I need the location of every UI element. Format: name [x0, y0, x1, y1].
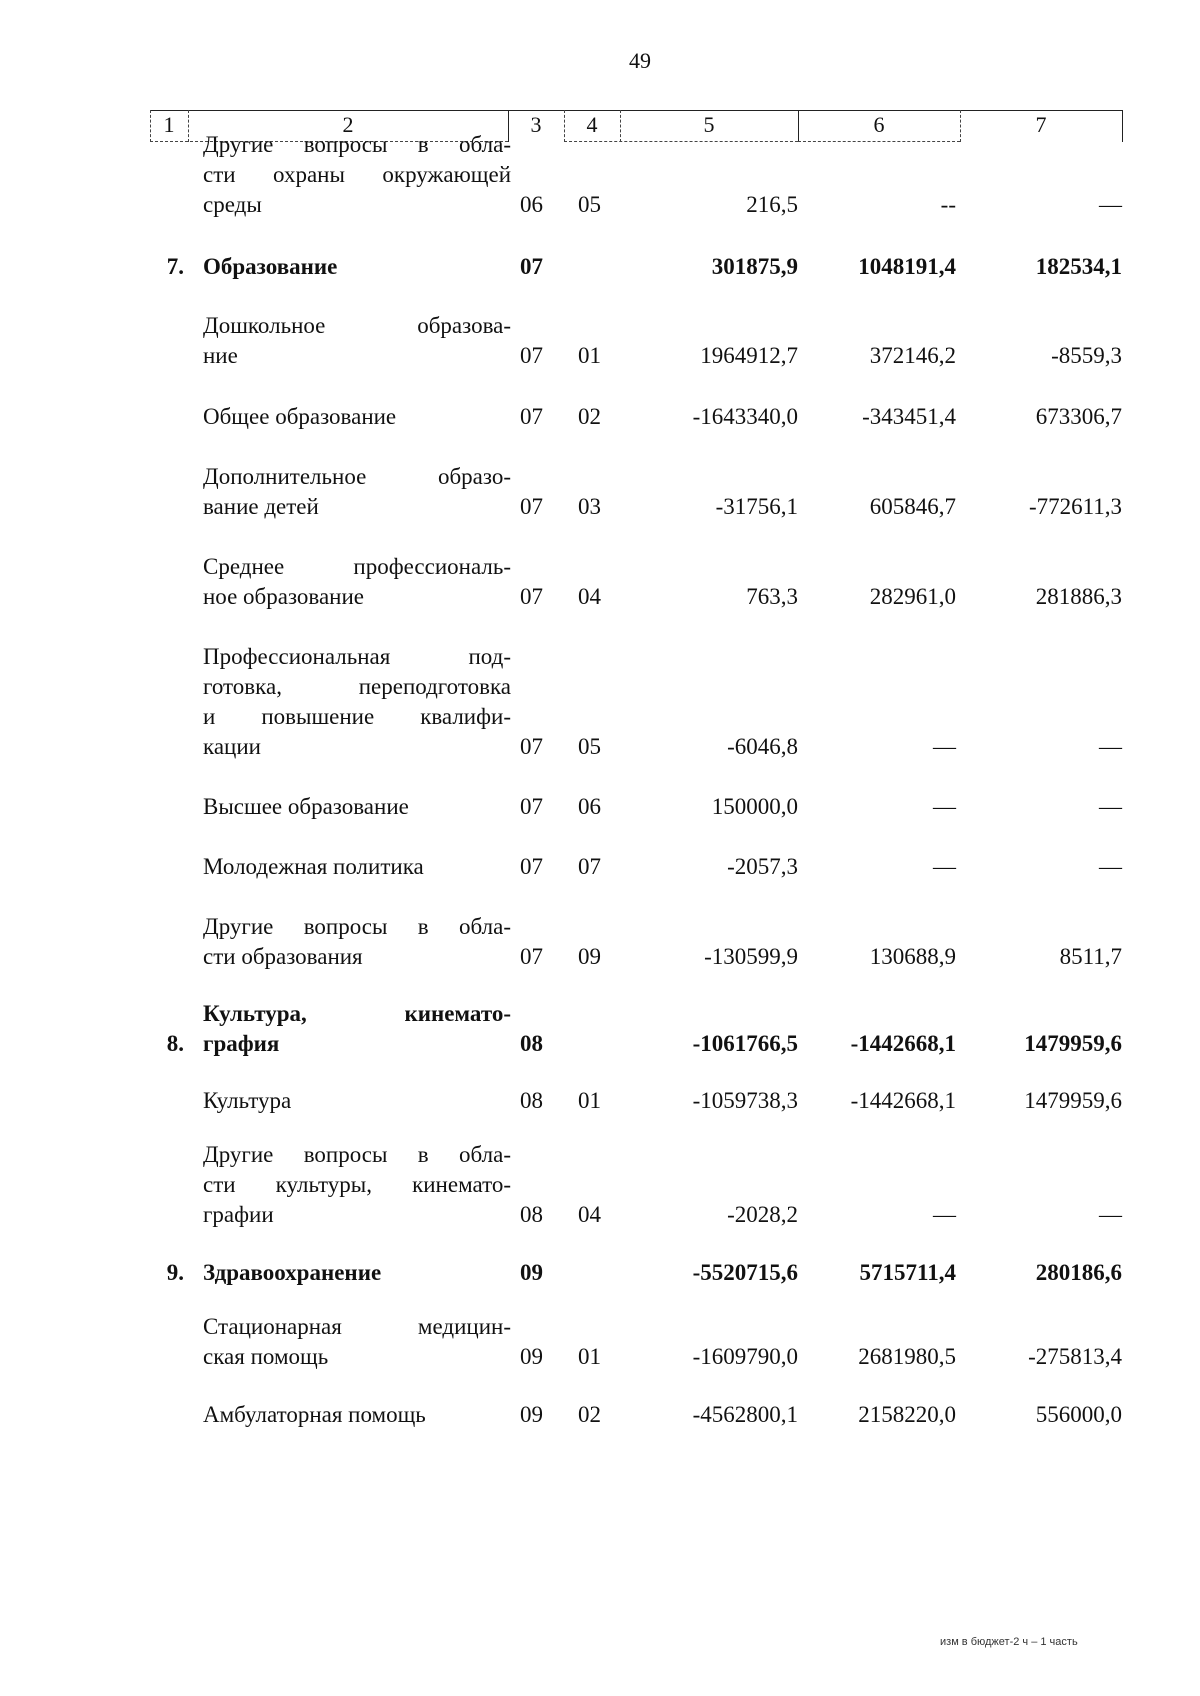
value-col-5: -2057,3: [727, 854, 798, 879]
section-code: 07: [520, 343, 543, 368]
row-name: [203, 552, 511, 612]
value-col-5: -1643340,0: [692, 404, 798, 429]
row-name-line: кации: [203, 734, 261, 759]
subsection-code: 09: [578, 944, 601, 969]
row-name: [203, 311, 511, 371]
header-col-5: 5: [703, 112, 715, 137]
section-code: 08: [520, 1202, 543, 1227]
row-name-line: вание детей: [203, 494, 319, 519]
subsection-code: 03: [578, 494, 601, 519]
value-col-6: --: [940, 192, 956, 217]
value-col-5: -5520715,6: [692, 1260, 798, 1285]
section-code: 07: [520, 254, 543, 279]
value-col-5: 150000,0: [711, 794, 798, 819]
value-col-7: 556000,0: [1035, 1402, 1122, 1427]
value-col-6: —: [933, 794, 956, 819]
row-name-line: Молодежная политика: [203, 854, 424, 879]
row-name-line: графии: [203, 1202, 274, 1227]
row-name: [203, 1140, 511, 1230]
value-col-7: 673306,7: [1035, 404, 1122, 429]
row-name-line: сти охраны окружающей: [203, 162, 511, 187]
section-code: 09: [520, 1344, 543, 1369]
header-underline: [798, 141, 960, 142]
value-col-7: -772611,3: [1028, 494, 1122, 519]
row-number: 8.: [166, 1031, 184, 1056]
row-name: [203, 792, 511, 822]
subsection-code: 05: [578, 192, 601, 217]
row-name-line: сти культуры, кинемато-: [203, 1172, 511, 1197]
value-col-7: 1479959,6: [1024, 1031, 1122, 1056]
section-code: 08: [520, 1031, 543, 1056]
row-name: [203, 642, 511, 762]
section-code: 07: [520, 404, 543, 429]
header-col-7: 7: [1035, 112, 1047, 137]
row-name-line: ская помощь: [203, 1344, 329, 1369]
row-name-line: графия: [203, 1031, 280, 1056]
header-col-1: 1: [163, 112, 175, 137]
value-col-5: -4562800,1: [692, 1402, 798, 1427]
row-name: [203, 1312, 511, 1372]
row-name-line: Стационарная медицин-: [203, 1314, 511, 1339]
section-code: 07: [520, 494, 543, 519]
value-col-6: 282961,0: [869, 584, 956, 609]
section-code: 09: [520, 1260, 543, 1285]
subsection-code: 07: [578, 854, 601, 879]
row-name-line: Высшее образование: [203, 794, 409, 819]
section-code: 07: [520, 584, 543, 609]
value-col-6: 2681980,5: [858, 1344, 956, 1369]
value-col-6: —: [933, 1202, 956, 1227]
value-col-5: -31756,1: [715, 494, 798, 519]
header-col-4: 4: [586, 112, 598, 137]
value-col-6: 2158220,0: [858, 1402, 956, 1427]
value-col-7: 8511,7: [1059, 944, 1122, 969]
value-col-6: -343451,4: [862, 404, 956, 429]
value-col-7: 280186,6: [1035, 1260, 1122, 1285]
value-col-7: 182534,1: [1035, 254, 1122, 279]
value-col-6: 372146,2: [869, 343, 956, 368]
row-name-line: Профессиональная под-: [203, 644, 511, 669]
row-name-line: Здравоохранение: [203, 1260, 382, 1285]
value-col-5: 1964912,7: [700, 343, 798, 368]
value-col-5: -6046,8: [727, 734, 798, 759]
value-col-5: -2028,2: [727, 1202, 798, 1227]
header-col-3: 3: [530, 112, 542, 137]
value-col-7: -275813,4: [1028, 1344, 1122, 1369]
value-col-6: -1442668,1: [850, 1088, 956, 1113]
value-col-6: 5715711,4: [859, 1260, 956, 1285]
row-name: [203, 999, 511, 1059]
subsection-code: 04: [578, 584, 601, 609]
header-col-2: 2: [342, 112, 354, 137]
value-col-6: 130688,9: [869, 944, 956, 969]
subsection-code: 02: [578, 1402, 601, 1427]
value-col-5: 763,3: [746, 584, 798, 609]
value-col-7: 281886,3: [1035, 584, 1122, 609]
value-col-5: -130599,9: [704, 944, 798, 969]
value-col-5: -1061766,5: [692, 1031, 798, 1056]
row-name-line: Общее образование: [203, 404, 397, 429]
value-col-5: -1609790,0: [692, 1344, 798, 1369]
row-name-line: Среднее профессиональ-: [203, 554, 511, 579]
subsection-code: 02: [578, 404, 601, 429]
section-code: 07: [520, 794, 543, 819]
subsection-code: 01: [578, 1344, 601, 1369]
row-name-line: готовка, переподготовка: [203, 674, 511, 699]
row-name-line: Другие вопросы в обла-: [203, 914, 511, 939]
subsection-code: 01: [578, 1088, 601, 1113]
value-col-7: —: [1099, 1202, 1122, 1227]
value-col-5: -1059738,3: [692, 1088, 798, 1113]
value-col-7: —: [1099, 734, 1122, 759]
subsection-code: 06: [578, 794, 601, 819]
row-name-line: ние: [203, 343, 238, 368]
row-name: [203, 912, 511, 972]
subsection-code: 01: [578, 343, 601, 368]
section-code: 07: [520, 854, 543, 879]
row-name: [203, 252, 511, 282]
row-name-line: Образование: [203, 254, 338, 279]
row-number: 9.: [166, 1260, 184, 1285]
row-name: [203, 402, 511, 432]
value-col-7: —: [1099, 192, 1122, 217]
footer-note: изм в бюджет-2 ч – 1 часть: [940, 1636, 1078, 1648]
value-col-5: 301875,9: [711, 254, 798, 279]
section-code: 07: [520, 734, 543, 759]
row-name-line: сти образования: [203, 944, 363, 969]
subsection-code: 04: [578, 1202, 601, 1227]
row-name: [203, 1086, 511, 1116]
header-divider: [1122, 110, 1123, 142]
value-col-6: —: [933, 854, 956, 879]
value-col-6: -1442668,1: [850, 1031, 956, 1056]
row-name-line: Амбулаторная помощь: [203, 1402, 426, 1427]
value-col-6: 605846,7: [869, 494, 956, 519]
row-name-line: Дошкольное образова-: [203, 313, 511, 338]
row-name: [203, 852, 511, 882]
row-name: [203, 130, 511, 220]
row-name-line: ное образование: [203, 584, 364, 609]
value-col-5: 216,5: [746, 192, 798, 217]
value-col-7: 1479959,6: [1024, 1088, 1122, 1113]
row-name-line: Другие вопросы в обла-: [203, 132, 511, 157]
value-col-6: 1048191,4: [858, 254, 956, 279]
section-code: 07: [520, 944, 543, 969]
row-name-line: Дополнительное образо-: [203, 464, 511, 489]
row-number: 7.: [166, 254, 184, 279]
row-name-line: среды: [203, 192, 262, 217]
subsection-code: 05: [578, 734, 601, 759]
value-col-7: —: [1099, 794, 1122, 819]
value-col-7: —: [1099, 854, 1122, 879]
row-name-line: Другие вопросы в обла-: [203, 1142, 511, 1167]
section-code: 06: [520, 192, 543, 217]
row-name: [203, 462, 511, 522]
row-name: [203, 1258, 511, 1288]
section-code: 08: [520, 1088, 543, 1113]
value-col-7: -8559,3: [1051, 343, 1122, 368]
header-col-6: 6: [873, 112, 885, 137]
row-name-line: и повышение квалифи-: [203, 704, 511, 729]
header-underline: [564, 141, 798, 142]
page-number: 49: [629, 48, 651, 73]
row-name: [203, 1400, 511, 1430]
row-name-line: Культура, кинемато-: [203, 1001, 511, 1026]
section-code: 09: [520, 1402, 543, 1427]
row-name-line: Культура: [203, 1088, 292, 1113]
value-col-6: —: [933, 734, 956, 759]
